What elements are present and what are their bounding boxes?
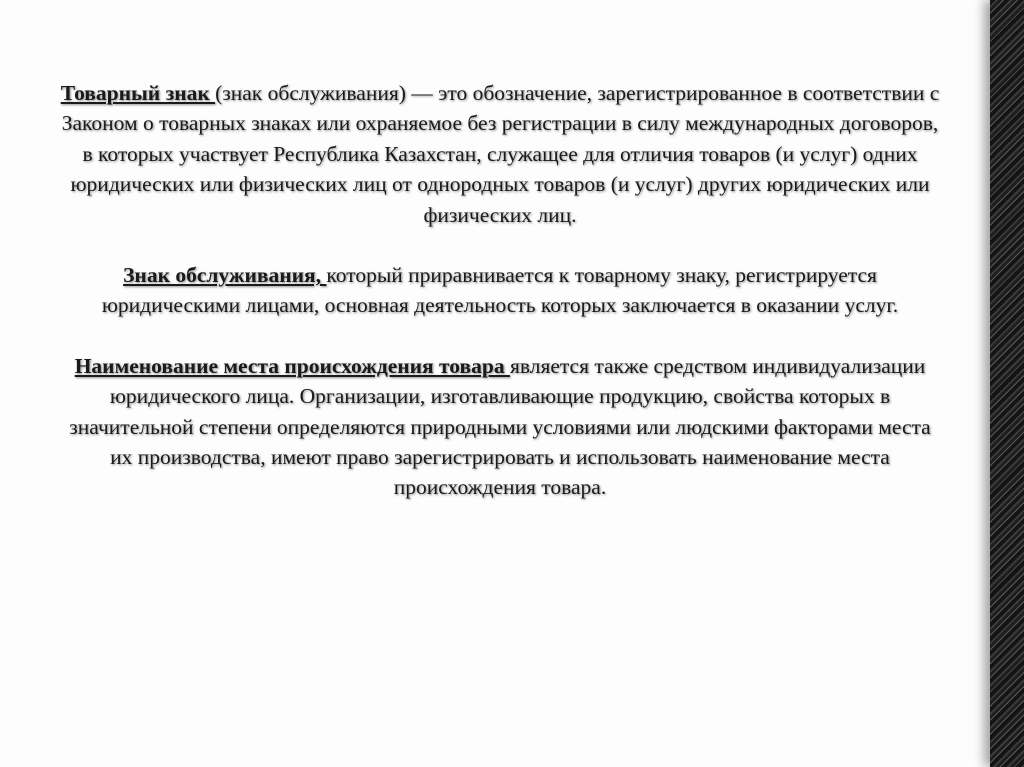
paragraph-service-mark: [60, 260, 940, 321]
paragraph-trademark: [60, 78, 940, 230]
term-service-mark: Знак обслуживания,: [123, 263, 327, 288]
term-origin-name: Наименование места происхождения товара: [74, 353, 510, 378]
paragraph-origin-name: [60, 351, 940, 503]
definition-origin-name: является также средством индивидуализации юридического лица. Организации, изготавливающие продукцию, свойства которых в значительной степени определяются природными условиями или людскими факторами места их производства, имеют право зарегистрировать и использовать наименование места происхождения товара.: [69, 353, 931, 500]
term-trademark: Товарный знак: [60, 81, 216, 105]
definition-trademark: (знак обслуживания) — это обозначение, зарегистрированное в соответствии с Законом о товарных знаках или охраняемое без регистрации в силу международных договоров, в которых участвует Республика Казахстан, служащее для отличия товаров (и услуг) одних юридических или физических лиц от однородных товаров (и услуг) других юридических или физических лиц.: [61, 81, 940, 227]
slide-text: [60, 78, 940, 533]
definition-service-mark: который приравнивается к товарному знаку, регистрируется юридическими лицами, основная деятельность которых заключается в оказании услуг.: [101, 263, 899, 318]
decorative-edge-strip: [990, 0, 1024, 767]
